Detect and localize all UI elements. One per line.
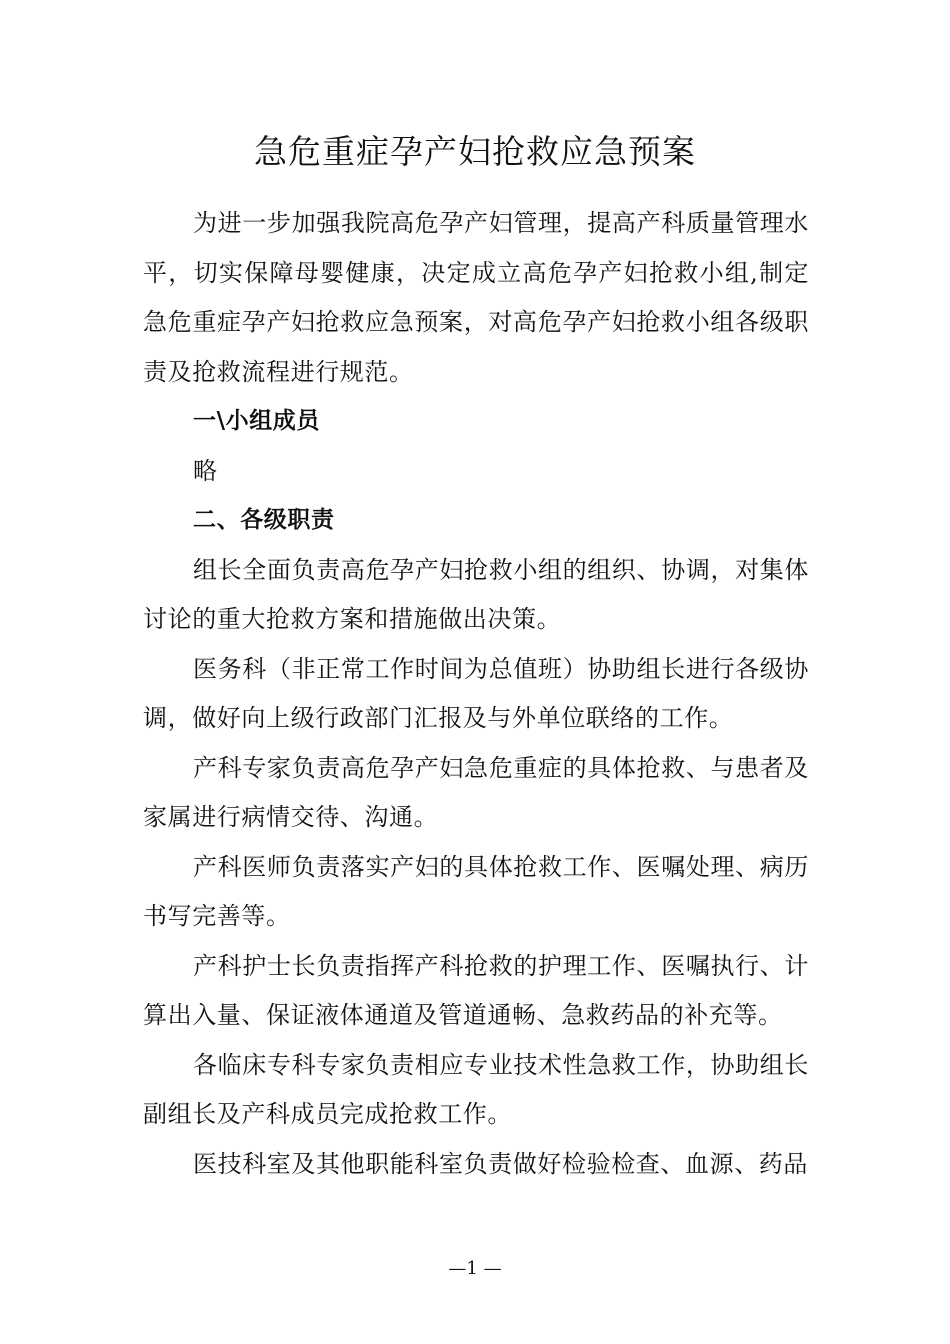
section-heading-duties: 二、各级职责 bbox=[193, 507, 335, 533]
section-heading-members: 一\小组成员 bbox=[193, 408, 321, 434]
duty-paragraph-clinical-specialists: 各临床专科专家负责相应专业技术性急救工作，协助组长副组长及产科成员完成抢救工作。 bbox=[143, 1050, 809, 1128]
document-body bbox=[143, 199, 809, 1189]
duty-paragraph-head-nurse: 产科护士长负责指挥产科抢救的护理工作、医嘱执行、计算出入量、保证液体通道及管道通畅、急救药品的补充等。 bbox=[143, 951, 809, 1029]
duty-paragraph-obstetric-expert: 产科专家负责高危孕产妇急危重症的具体抢救、与患者及家属进行病情交待、沟通。 bbox=[143, 753, 809, 831]
duty-paragraph-obstetric-physician: 产科医师负责落实产妇的具体抢救工作、医嘱处理、病历书写完善等。 bbox=[143, 852, 809, 930]
duty-paragraph-medical-affairs: 医务科（非正常工作时间为总值班）协助组长进行各级协调，做好向上级行政部门汇报及与外单位联络的工作。 bbox=[143, 654, 809, 732]
intro-paragraph: 为进一步加强我院高危孕产妇管理，提高产科质量管理水平，切实保障母婴健康，决定成立高危孕产妇抢救小组,制定急危重症孕产妇抢救应急预案，对高危孕产妇抢救小组各级职责及抢救流程进行规范。 bbox=[143, 209, 809, 386]
duty-paragraph-leader: 组长全面负责高危孕产妇抢救小组的组织、协调，对集体讨论的重大抢救方案和措施做出决策。 bbox=[143, 555, 809, 633]
duty-paragraph-technical-departments: 医技科室及其他职能科室负责做好检验检查、血源、药品 bbox=[193, 1149, 808, 1178]
page-number: —1 — bbox=[448, 1258, 502, 1279]
document-title: 急危重症孕产妇抢救应急预案 bbox=[254, 132, 696, 171]
members-content: 略 bbox=[193, 456, 218, 485]
